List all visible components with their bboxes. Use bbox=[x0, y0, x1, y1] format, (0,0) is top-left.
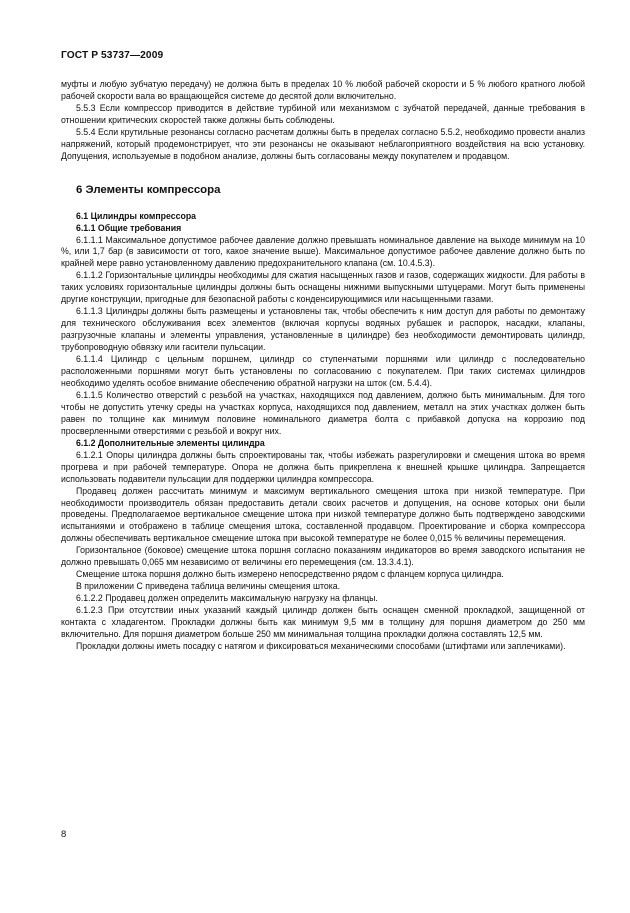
paragraph: В приложении С приведена таблица величины смещения штока. bbox=[76, 581, 341, 592]
paragraph-6-1-2-1: 6.1.2.1 Опоры цилиндра должны быть спроектированы так, чтобы избежать разрегулировки и смещения штока во время прогрева и при рабочей температуре. Опора не должна быть прикреплена к внешней крышке цилиндра. Запрещается использовать подавители пульсации для поддержки цилиндра компрессора. bbox=[61, 449, 585, 484]
page-number: 8 bbox=[61, 829, 67, 840]
paragraph-6-1-1-2: 6.1.1.2 Горизонтальные цилиндры необходимы для сжатия насыщенных газов и газов, содержащих жидкости. Для работы в таких условиях горизонтальные цилиндры должны быть оснащены нижними выпускными штуцерами. Могут быть применены другие конструкции, пригодные для безопасной работы с конденсирующимися или насыщенными газами. bbox=[61, 270, 585, 305]
paragraph: Горизонтальное (боковое) смещение штока поршня согласно показаниям индикаторов во время заводского испытания не должно превышать 0,065 мм независимо от величины его перемещения (см. 13.3.4.1). bbox=[61, 545, 585, 568]
paragraph-5-5-3: 5.5.3 Если компрессор приводится в действие турбиной или механизмом с зубчатой передачей, данные требования в отношении критических скоростей также должны быть соблюдены. bbox=[61, 102, 585, 125]
subsection-6-1-1-heading: 6.1.1 Общие требования bbox=[76, 222, 182, 233]
paragraph-6-1-1-5: 6.1.1.5 Количество отверстий с резьбой на участках, находящихся под давлением, должно быть минимальным. Для того чтобы не допустить утечку среды на участках корпуса, находящихся под давлением, металл на этих участках должен быть равен по толщине как минимум половине номинального диаметра болта с прибавкой допуска на коррозию под просверленными отверстиями с резьбой и вокруг них. bbox=[61, 389, 585, 436]
subsection-6-1-2-heading: 6.1.2 Дополнительные элементы цилиндра bbox=[76, 437, 265, 448]
standard-code-header: ГОСТ Р 53737—2009 bbox=[61, 50, 164, 61]
paragraph-5-5-4: 5.5.4 Если крутильные резонансы согласно расчетам должны быть в пределах согласно 5.5.2, необходимо провести анализ напряжений, который продемонстрирует, что эти резонансы не оказывают неблагоприятного воздействия на всю установку. Допущения, используемые в подобном анализе, должны быть согласованы между покупателем и продавцом. bbox=[61, 126, 585, 161]
paragraph: Продавец должен рассчитать минимум и максимум вертикального смещения штока при низкой температуре. При необходимости производитель обязан предоставить детали своих расчетов и допущения, на основе которых они были проведены. Предполагаемое вертикальное смещение штока при низкой температуре должно быть подтверждено заводскими испытаниями и отображено в таблице смещения штока, составленной продавцом. Проектирование и сборка компрессора должны обеспечивать вертикальное смещение штока при высокой температуре не более 0,015 % величины перемещения. bbox=[61, 485, 585, 544]
paragraph-6-1-1-3: 6.1.1.3 Цилиндры должны быть размещены и установлены так, чтобы обеспечить к ним доступ для работы по демонтажу для технического обслуживания всех элементов (включая корпусы водяных рубашек и распорок, насадки, клапаны, разгрузочные клапаны и элементы управления, установленные в цилиндре) без необходимости демонтировать цилиндр, трубопроводную обвязку или гасители пульсации. bbox=[61, 306, 585, 353]
paragraph: Прокладки должны иметь посадку с натягом и фиксироваться механическими способами (штифтами или заплечиками). bbox=[76, 640, 566, 651]
document-body bbox=[61, 79, 585, 653]
paragraph-6-1-2-3: 6.1.2.3 При отсутствии иных указаний каждый цилиндр должен быть оснащен сменной прокладкой, защищенной от контакта с хладагентом. Прокладки должны быть как минимум 9,5 мм в толщину для поршня диаметром до 250 мм включительно. Для поршня диаметром больше 250 мм минимальная толщина прокладки должна составлять 12,5 мм. bbox=[61, 605, 585, 639]
paragraph: Смещение штока поршня должно быть измерено непосредственно рядом с фланцем корпуса цилиндра. bbox=[76, 569, 504, 580]
paragraph-6-1-1-1: 6.1.1.1 Максимальное допустимое рабочее давление должно превышать номинальное давление на выходе минимум на 10 %, или 1,7 бар (в зависимости от того, какое значение выше). Максимальное допустимое рабочее давление должно быть по крайней мере равно установленному давлению предохранительного клапана (см. 10.4.5.3). bbox=[61, 234, 585, 269]
paragraph-6-1-1-4: 6.1.1.4 Цилиндр с цельным поршнем, цилиндр со ступенчатыми поршнями или цилиндр с последовательно расположенными поршнями могут быть установлены по согласованию с покупателем. При таких системах цилиндров необходимо уделять особое внимание обеспечению обратной нагрузки на шток (см. 5.4.4). bbox=[61, 354, 585, 388]
section-6-heading: 6 Элементы компрессора bbox=[76, 183, 221, 196]
paragraph-6-1-2-2: 6.1.2.2 Продавец должен определить максимальную нагрузку на фланцы. bbox=[76, 593, 378, 604]
subsection-6-1-heading: 6.1 Цилиндры компрессора bbox=[76, 210, 197, 221]
paragraph: муфты и любую зубчатую передачу) не должна быть в пределах 10 % любой рабочей скорости и 5 % любого кратного любой рабочей скорости вала во вращающейся системе до десятой доли включительно. bbox=[61, 79, 585, 101]
